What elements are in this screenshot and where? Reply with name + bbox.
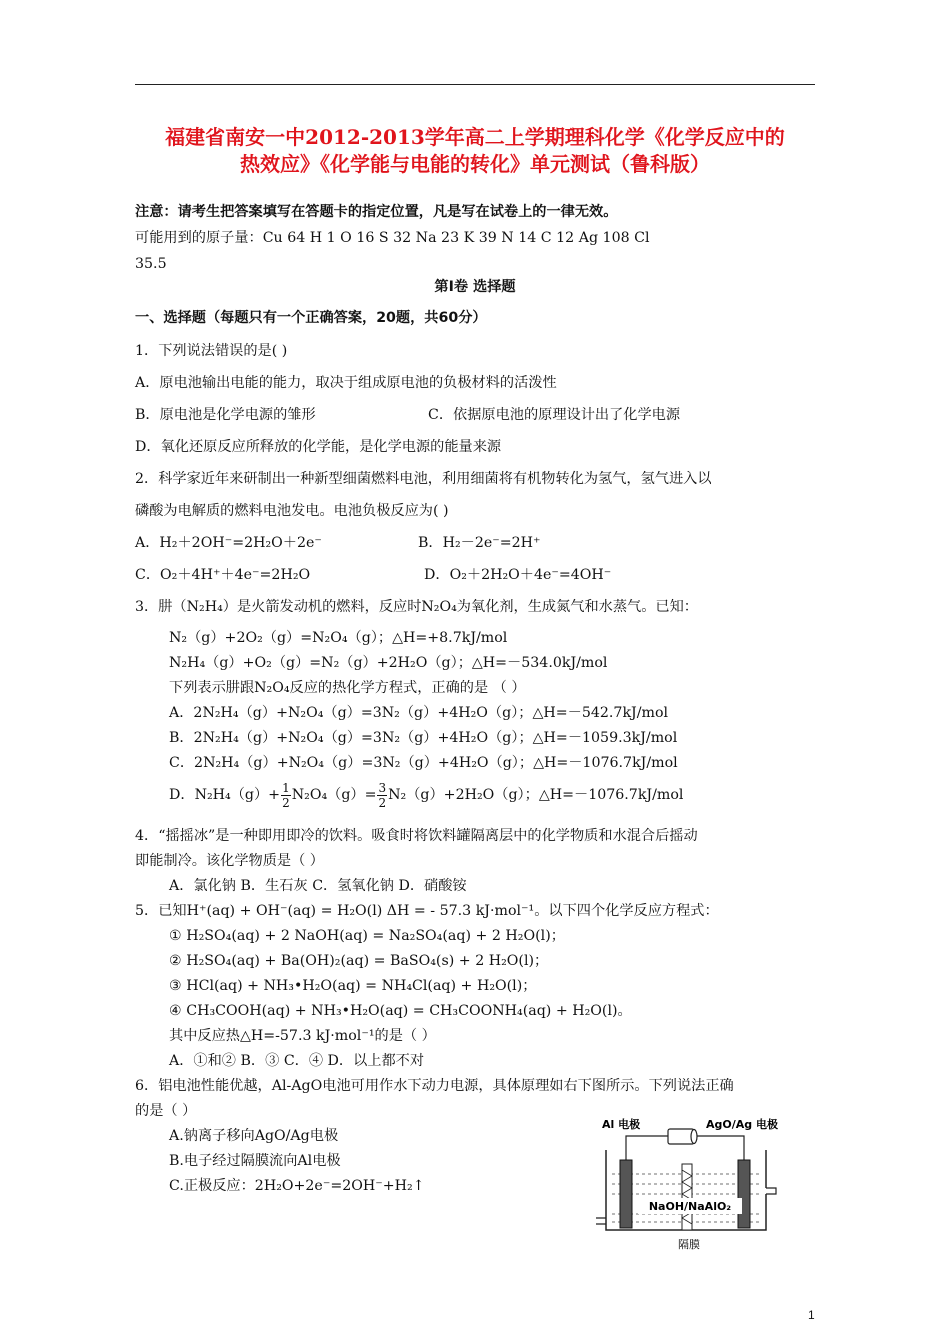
q3-option-a: A．2N₂H₄（g）+N₂O₄（g）=3N₂（g）+4H₂O（g）；△H=－542.7kJ/mol (169, 705, 669, 721)
q6-stem-2: 的是（ ） (135, 1103, 197, 1119)
q6-stem-1: 6．铝电池性能优越，Al-AgO电池可用作水下动力电源，具体原理如右下图所示。下列说法正确 (135, 1078, 734, 1094)
q2-option-d: D．O₂＋2H₂O＋4e⁻=4OH⁻ (424, 567, 612, 583)
inlet-pipe (766, 1188, 776, 1194)
q1-option-d: D．氧化还原反应所释放的化学能，是化学电源的能量来源 (135, 439, 502, 455)
q3-equation-2: N₂H₄（g）+O₂（g）=N₂（g）+2H₂O（g）；△H=－534.0kJ/mol (169, 655, 608, 671)
header-rule (135, 84, 815, 85)
wire-left (626, 1136, 668, 1162)
q5-options: A．①和② B．③ C．④ D．以上都不对 (169, 1053, 425, 1069)
electrolyte-label: NaOH/NaAlO₂ (648, 1200, 732, 1213)
q3-d-suffix: N₂（g）+2H₂O（g）；△H=－1076.7kJ/mol (388, 787, 684, 803)
ago-electrode (738, 1160, 750, 1228)
fraction-numerator: 1 (282, 780, 290, 795)
al-electrode (620, 1160, 632, 1228)
fraction-three-halves (377, 781, 387, 810)
q3-question: 下列表示肼跟N₂O₄反应的热化学方程式，正确的是 （ ） (169, 680, 526, 696)
motor-icon (668, 1129, 697, 1144)
al-electrode-label: Al 电极 (602, 1118, 641, 1131)
q3-equation-1: N₂（g）+2O₂（g）=N₂O₄（g）；△H=+8.7kJ/mol (169, 630, 508, 646)
q3-d-middle: N₂O₄（g）= (291, 787, 377, 803)
q2-option-b: B．H₂－2e⁻=2H⁺ (418, 535, 541, 551)
section-title: 一、选择题（每题只有一个正确答案，20题，共60分） (135, 310, 487, 326)
q5-reaction-4: ④ CH₃COOH(aq) + NH₃•H₂O(aq) = CH₃COONH₄(aq) + H₂O(l)。 (169, 1003, 632, 1019)
fraction-numerator: 3 (378, 780, 387, 795)
q2-option-a: A．H₂＋2OH⁻=2H₂O＋2e⁻ (135, 535, 322, 551)
outlet-pipe (596, 1218, 606, 1224)
part-title: 第Ⅰ卷 选择题 (434, 279, 516, 295)
membrane-label: 隔膜 (678, 1238, 700, 1251)
title-line-2: 热效应》《化学能与电能的转化》单元测试（鲁科版） (240, 152, 710, 176)
q3-option-c: C．2N₂H₄（g）+N₂O₄（g）=3N₂（g）+4H₂O（g）；△H=－1076.7kJ/mol (169, 755, 678, 771)
fraction-denominator: 2 (282, 795, 290, 810)
q1-option-b: B．原电池是化学电源的雏形 (135, 407, 316, 423)
q2-stem-2: 磷酸为电解质的燃料电池发电。电池负极反应为( ) (135, 503, 449, 519)
q4-stem-1: 4．“摇摇冰”是一种即用即冷的饮料。吸食时将饮料罐隔离层中的化学物质和水混合后摇动 (135, 828, 698, 844)
atomic-masses-line-1: 可能用到的原子量：Cu 64 H 1 O 16 S 32 Na 23 K 39 N 14 C 12 Ag 108 Cl (135, 230, 650, 246)
ago-electrode-label: AgO/Ag 电极 (706, 1118, 778, 1131)
page-number: 1 (808, 1308, 815, 1322)
q4-options: A．氯化钠 B．生石灰 C．氢氧化钠 D．硝酸铵 (169, 878, 467, 894)
q6-option-c: C.正极反应：2H₂O+2e⁻=2OH⁻+H₂↑ (169, 1178, 425, 1194)
q1-stem: 1．下列说法错误的是( ) (135, 343, 288, 359)
q3-d-prefix: D．N₂H₄（g）+ (169, 787, 281, 803)
q5-reaction-1: ① H₂SO₄(aq) + 2 NaOH(aq) = Na₂SO₄(aq) + 2 H₂O(l)； (169, 928, 565, 944)
q6-option-b: B.电子经过隔膜流向Al电极 (169, 1153, 341, 1169)
fraction-one-half (281, 781, 291, 810)
q2-option-c: C．O₂＋4H⁺＋4e⁻=2H₂O (135, 567, 311, 583)
q3-option-b: B．2N₂H₄（g）+N₂O₄（g）=3N₂（g）+4H₂O（g）；△H=－1059.3kJ/mol (169, 730, 678, 746)
q5-reaction-2: ② H₂SO₄(aq) + Ba(OH)₂(aq) = BaSO₄(s) + 2 H₂O(l)； (169, 953, 549, 969)
q6-option-a: A.钠离子移向AgO/Ag电极 (169, 1128, 339, 1144)
q5-question: 其中反应热△H=-57.3 kJ·mol⁻¹的是（ ） (169, 1028, 436, 1044)
q5-reaction-3: ③ HCl(aq) + NH₃•H₂O(aq) = NH₄Cl(aq) + H₂O(l)； (169, 978, 537, 994)
q3-option-d (169, 778, 683, 812)
wire-right (696, 1136, 744, 1162)
fraction-denominator: 2 (378, 795, 387, 810)
atomic-masses-line-2: 35.5 (135, 256, 167, 272)
q4-stem-2: 即能制冷。该化学物质是（ ） (135, 853, 324, 869)
notice: 注意：请考生把答案填写在答题卡的指定位置，凡是写在试卷上的一律无效。 (135, 204, 618, 220)
document-title (135, 124, 815, 178)
q1-option-a: A．原电池输出电能的能力，取决于组成原电池的负极材料的活泼性 (135, 375, 557, 391)
q5-stem: 5．已知H⁺(aq) + OH⁻(aq) = H₂O(l) ΔH = - 57.3 kJ·mol⁻¹。以下四个化学反应方程式： (135, 903, 719, 919)
q3-stem: 3．肼（N₂H₄）是火箭发动机的燃料，反应时N₂O₄为氧化剂，生成氮气和水蒸气。已知： (135, 599, 698, 615)
q1-option-c: C．依据原电池的原理设计出了化学电源 (428, 407, 681, 423)
title-line-1: 福建省南安一中2012-2013学年高二上学期理科化学《化学反应中的 (165, 125, 785, 149)
q2-stem-1: 2．科学家近年来研制出一种新型细菌燃料电池，利用细菌将有机物转化为氢气，氢气进入以 (135, 471, 712, 487)
al-ago-battery-diagram (596, 1114, 796, 1254)
